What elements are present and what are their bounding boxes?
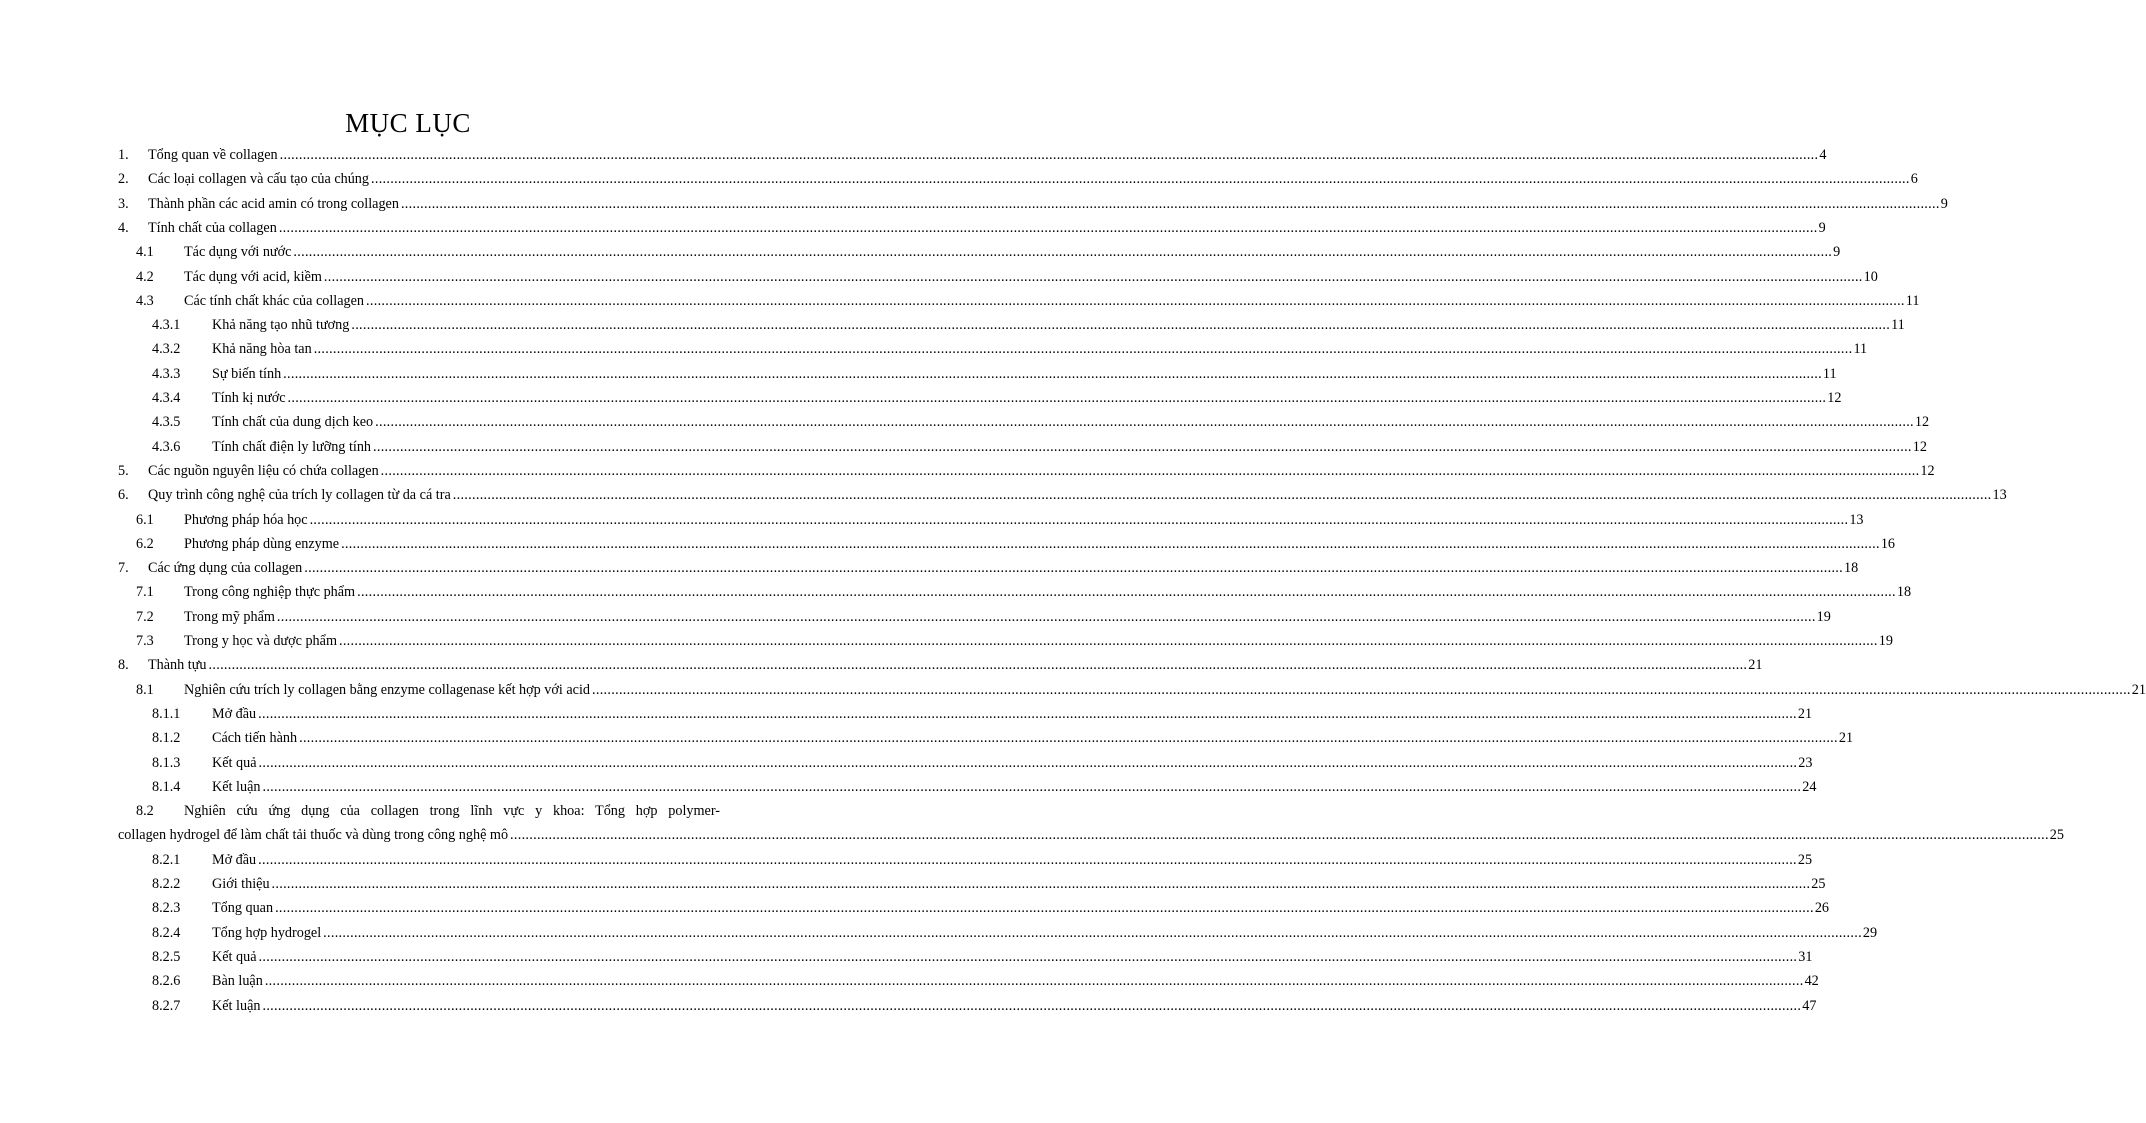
toc-entry-page: 6 [1910, 171, 1918, 188]
toc-entry-number: 8.2 [136, 803, 154, 820]
dot-leader: ................................................................................................................................................................................................................................................................................................................................................................................................................ [278, 219, 1818, 236]
toc-entry[interactable] [136, 508, 1864, 532]
toc-entry-number: 6.1 [136, 511, 154, 528]
toc-entry[interactable] [136, 265, 1878, 289]
toc-entry-number: 4.3.5 [152, 414, 181, 431]
toc-entry-page: 47 [1802, 997, 1817, 1014]
toc-entry-label: Phương pháp dùng enzyme [184, 535, 340, 552]
dot-leader: ................................................................................................................................................................................................................................................................................................................................................................................................................ [452, 487, 1992, 504]
toc-entry-page: 4 [1819, 147, 1827, 163]
toc-entry[interactable] [118, 483, 2007, 507]
toc-entry-number: 8.1 [136, 681, 154, 698]
toc-entry-label: Mở đầu [212, 705, 257, 722]
toc-entry-number: 8.2.6 [152, 973, 181, 990]
dot-leader: ................................................................................................................................................................................................................................................................................................................................................................................................................ [293, 244, 1833, 261]
toc-entry-label: Quy trình công nghệ của trích ly collagen từ da cá tra [148, 487, 451, 504]
toc-entry-label: Tác dụng với nước [184, 244, 292, 261]
toc-entry-number: 8.1.3 [152, 754, 181, 771]
toc-entry[interactable] [152, 702, 1813, 726]
toc-entry-label-line1: Nghiên cứu ứng dụng của collagen trong lĩnh vực y khoa: Tổng hợp polymer- [184, 803, 720, 820]
toc-entry-label: Trong mỹ phẩm [184, 608, 275, 625]
toc-entry-page: 26 [1814, 900, 1830, 917]
toc-entry-number: 6.2 [136, 535, 154, 552]
toc-entry-number: 4.3.6 [152, 438, 181, 455]
dot-leader: ................................................................................................................................................................................................................................................................................................................................................................................................................ [366, 292, 1905, 309]
toc-entry-page: 11 [1822, 365, 1837, 382]
dot-leader: ................................................................................................................................................................................................................................................................................................................................................................................................................ [264, 973, 1804, 990]
dot-leader: ................................................................................................................................................................................................................................................................................................................................................................................................................ [271, 876, 1811, 892]
dot-leader: ................................................................................................................................................................................................................................................................................................................................................................................................................ [258, 705, 1797, 722]
toc-entry-label: Kết quả [212, 754, 257, 771]
toc-entry-number: 7.3 [136, 633, 154, 649]
dot-leader: ................................................................................................................................................................................................................................................................................................................................................................................................................ [357, 584, 1896, 601]
toc-entry-label: Các ứng dụng của collagen [148, 560, 303, 577]
toc-entry[interactable] [136, 289, 1920, 313]
toc-entry[interactable] [118, 556, 1859, 580]
dot-leader: ................................................................................................................................................................................................................................................................................................................................................................................................................ [304, 560, 1843, 577]
toc-entry[interactable] [136, 240, 1841, 264]
toc-entry-label: Tính chất của collagen [148, 219, 277, 236]
dot-leader: ................................................................................................................................................................................................................................................................................................................................................................................................................ [351, 317, 1891, 334]
toc-entry-page: 19 [1816, 608, 1831, 625]
toc-entry[interactable] [136, 678, 2146, 702]
toc-entry-number: 4.2 [136, 268, 154, 285]
toc-entry-label: Tính chất của dung dịch keo [212, 414, 374, 431]
toc-entry-number: 4.3 [136, 292, 154, 309]
toc-entry[interactable] [118, 192, 1948, 216]
dot-leader: ................................................................................................................................................................................................................................................................................................................................................................................................................ [258, 948, 1798, 965]
toc-entry-label: Bàn luận [212, 973, 263, 990]
toc-entry[interactable] [152, 896, 1830, 920]
toc-entry[interactable] [152, 313, 1905, 337]
dot-leader: ................................................................................................................................................................................................................................................................................................................................................................................................................ [287, 390, 1827, 406]
toc-entry-number: 8. [118, 657, 129, 674]
toc-entry-page: 9 [1818, 219, 1826, 236]
toc-entry[interactable] [152, 994, 1817, 1018]
toc-entry-page: 31 [1798, 948, 1813, 965]
toc-entry[interactable] [152, 386, 1842, 410]
toc-entry-number: 7.2 [136, 608, 154, 625]
toc-entry[interactable] [152, 410, 1930, 434]
dot-leader: ................................................................................................................................................................................................................................................................................................................................................................................................................ [371, 171, 1910, 188]
toc-entry-page: 13 [1992, 487, 2007, 504]
toc-entry[interactable] [118, 216, 1826, 240]
dot-leader: ................................................................................................................................................................................................................................................................................................................................................................................................................ [313, 341, 1853, 358]
toc-entry-number: 3. [118, 195, 129, 212]
toc-entry-number: 4.3.1 [152, 317, 181, 334]
dot-leader: ................................................................................................................................................................................................................................................................................................................................................................................................................ [208, 657, 1748, 674]
toc-entry-label: Trong y học và dược phẩm [184, 633, 337, 649]
toc-entry-number: 2. [118, 171, 129, 188]
toc-entry-page: 25 [1811, 876, 1826, 892]
toc-entry-page: 13 [1849, 511, 1864, 528]
toc-entry[interactable] [152, 945, 1813, 969]
toc-entry-number: 8.2.4 [152, 924, 181, 941]
toc-entry[interactable] [118, 653, 1763, 677]
dot-leader: ................................................................................................................................................................................................................................................................................................................................................................................................................ [262, 997, 1802, 1014]
toc-entry-label: Thành phần các acid amin có trong collagen [148, 195, 399, 212]
toc-entry-page: 18 [1844, 560, 1859, 577]
toc-entry-number: 4.1 [136, 244, 154, 261]
toc-entry-number: 7.1 [136, 584, 154, 601]
toc-entry-wrapped[interactable] [136, 799, 720, 823]
dot-leader: ................................................................................................................................................................................................................................................................................................................................................................................................................ [258, 851, 1797, 868]
toc-entry-number: 4. [118, 219, 129, 236]
toc-entry[interactable] [152, 775, 1817, 799]
toc-entry-page: 29 [1862, 924, 1878, 941]
toc-entry-label-line2: collagen hydrogel để làm chất tải thuốc và dùng trong công nghệ mô [118, 827, 509, 844]
toc-entry-number: 4.3.2 [152, 341, 181, 358]
toc-entry-number: 8.2.5 [152, 948, 181, 965]
toc-entry-label: Các tính chất khác của collagen [184, 292, 365, 309]
dot-leader: ................................................................................................................................................................................................................................................................................................................................................................................................................ [299, 730, 1838, 747]
toc-entry[interactable] [152, 435, 1927, 459]
toc-entry-page: 12 [1912, 438, 1927, 455]
toc-entry-number: 8.2.2 [152, 876, 181, 892]
dot-leader: ................................................................................................................................................................................................................................................................................................................................................................................................................ [323, 268, 1863, 285]
toc-entry-label: Trong công nghiệp thực phẩm [184, 584, 356, 601]
toc-entry[interactable] [136, 605, 1831, 629]
toc-entry[interactable] [152, 969, 1819, 993]
dot-leader: ................................................................................................................................................................................................................................................................................................................................................................................................................ [258, 754, 1798, 771]
toc-entry-label: Sự biến tính [212, 365, 282, 382]
dot-leader: ................................................................................................................................................................................................................................................................................................................................................................................................................ [341, 535, 1880, 552]
toc-entry-number: 7. [118, 560, 129, 577]
dot-leader: ................................................................................................................................................................................................................................................................................................................................................................................................................ [276, 608, 1816, 625]
toc-entry-label: Tổng hợp hydrogel [212, 924, 322, 941]
dot-leader: ................................................................................................................................................................................................................................................................................................................................................................................................................ [373, 438, 1912, 455]
toc-entry[interactable] [136, 629, 1893, 653]
toc-entry[interactable] [152, 921, 1878, 945]
toc-entry-page: 16 [1880, 535, 1896, 552]
toc-entry-number: 5. [118, 462, 129, 479]
toc-entry-page: 11 [1853, 341, 1868, 358]
toc-entry[interactable] [152, 872, 1826, 896]
toc-entry-label: Tổng quan [212, 900, 274, 917]
toc-entry-page: 25 [2049, 827, 2064, 844]
toc-entry-number: 8.1.1 [152, 705, 181, 722]
toc-entry-number: 4.3.3 [152, 365, 181, 382]
toc-entry-page: 19 [1878, 633, 1893, 649]
toc-entry-page: 21 [2131, 681, 2146, 698]
toc-entry-page: 21 [1797, 705, 1813, 722]
dot-leader: ................................................................................................................................................................................................................................................................................................................................................................................................................ [275, 900, 1814, 917]
toc-entry-label: Mở đầu [212, 851, 257, 868]
toc-entry-label: Các nguồn nguyên liệu có chứa collagen [148, 462, 379, 479]
toc-entry-label: Giới thiệu [212, 876, 270, 892]
toc-entry-label: Khả năng hòa tan [212, 341, 312, 358]
dot-leader: ................................................................................................................................................................................................................................................................................................................................................................................................................ [510, 827, 2049, 844]
toc-entry-page: 25 [1797, 851, 1813, 868]
toc-entry-label: Kết quả [212, 948, 257, 965]
toc-entry[interactable] [118, 143, 1827, 167]
toc-entry-label: Phương pháp hóa học [184, 511, 308, 528]
toc-entry-label: Kết luận [212, 778, 261, 795]
dot-leader: ................................................................................................................................................................................................................................................................................................................................................................................................................ [309, 511, 1849, 528]
toc-entry-page: 11 [1905, 292, 1920, 309]
toc-entry-number: 6. [118, 487, 129, 504]
toc-entry[interactable] [118, 167, 1918, 191]
toc-entry-number: 8.1.4 [152, 778, 181, 795]
toc-entry-label: Tính kị nước [212, 390, 286, 406]
toc-entry-number: 8.2.1 [152, 851, 181, 868]
toc-entry-label: Kết luận [212, 997, 261, 1014]
toc-entry-number: 4.3.4 [152, 390, 181, 406]
toc-entry-page: 42 [1804, 973, 1819, 990]
toc-entry-number: 8.2.3 [152, 900, 181, 917]
toc-entry-page: 18 [1896, 584, 1912, 601]
toc-entry[interactable] [136, 532, 1896, 556]
dot-leader: ................................................................................................................................................................................................................................................................................................................................................................................................................ [375, 414, 1914, 431]
toc-entry[interactable] [152, 726, 1854, 750]
toc-entry-label: Khả năng tạo nhũ tương [212, 317, 350, 334]
toc-entry-label: Tổng quan về collagen [148, 147, 278, 163]
toc-entry-number: 1. [118, 147, 129, 163]
dot-leader: ................................................................................................................................................................................................................................................................................................................................................................................................................ [592, 681, 2131, 698]
toc-entry-label: Tác dụng với acid, kiềm [184, 268, 322, 285]
dot-leader: ................................................................................................................................................................................................................................................................................................................................................................................................................ [262, 778, 1802, 795]
toc-entry-wrapped-line2[interactable] [118, 823, 2064, 847]
toc-entry-page: 12 [1827, 390, 1842, 406]
toc-entry-label: Tính chất điện ly lưỡng tính [212, 438, 372, 455]
toc-entry-number: 8.1.2 [152, 730, 181, 747]
toc-entry-page: 10 [1863, 268, 1878, 285]
toc-entry-page: 21 [1748, 657, 1763, 674]
dot-leader: ................................................................................................................................................................................................................................................................................................................................................................................................................ [400, 195, 1940, 212]
toc-entry-label: Thành tựu [148, 657, 207, 674]
toc-entry-label: Các loại collagen và cấu tạo của chúng [148, 171, 369, 188]
toc-entry[interactable] [136, 580, 1912, 604]
toc-entry-page: 21 [1838, 730, 1854, 747]
toc-entry[interactable] [118, 459, 1935, 483]
dot-leader: ................................................................................................................................................................................................................................................................................................................................................................................................................ [338, 633, 1878, 649]
toc-entry-page: 9 [1940, 195, 1948, 212]
toc-entry-page: 9 [1833, 244, 1841, 261]
toc-entry[interactable] [152, 751, 1813, 775]
toc-entry-page: 24 [1802, 778, 1817, 795]
toc-entry[interactable] [152, 337, 1868, 361]
toc-entry-page: 11 [1891, 317, 1905, 334]
page-title: MỤC LỤC [345, 108, 471, 138]
toc-entry-page: 23 [1798, 754, 1813, 771]
toc-entry-label: Cách tiến hành [212, 730, 298, 747]
dot-leader: ................................................................................................................................................................................................................................................................................................................................................................................................................ [323, 924, 1862, 941]
toc-entry-number: 8.2.7 [152, 997, 181, 1014]
toc-entry-page: 12 [1914, 414, 1930, 431]
dot-leader: ................................................................................................................................................................................................................................................................................................................................................................................................................ [279, 147, 1819, 163]
dot-leader: ................................................................................................................................................................................................................................................................................................................................................................................................................ [283, 365, 1822, 382]
dot-leader: ................................................................................................................................................................................................................................................................................................................................................................................................................ [380, 462, 1920, 479]
toc-entry-page: 12 [1920, 462, 1935, 479]
toc-entry-label: Nghiên cứu trích ly collagen bằng enzyme collagenase kết hợp với acid [184, 681, 591, 698]
toc-entry[interactable] [152, 848, 1813, 872]
toc-entry[interactable] [152, 362, 1837, 386]
